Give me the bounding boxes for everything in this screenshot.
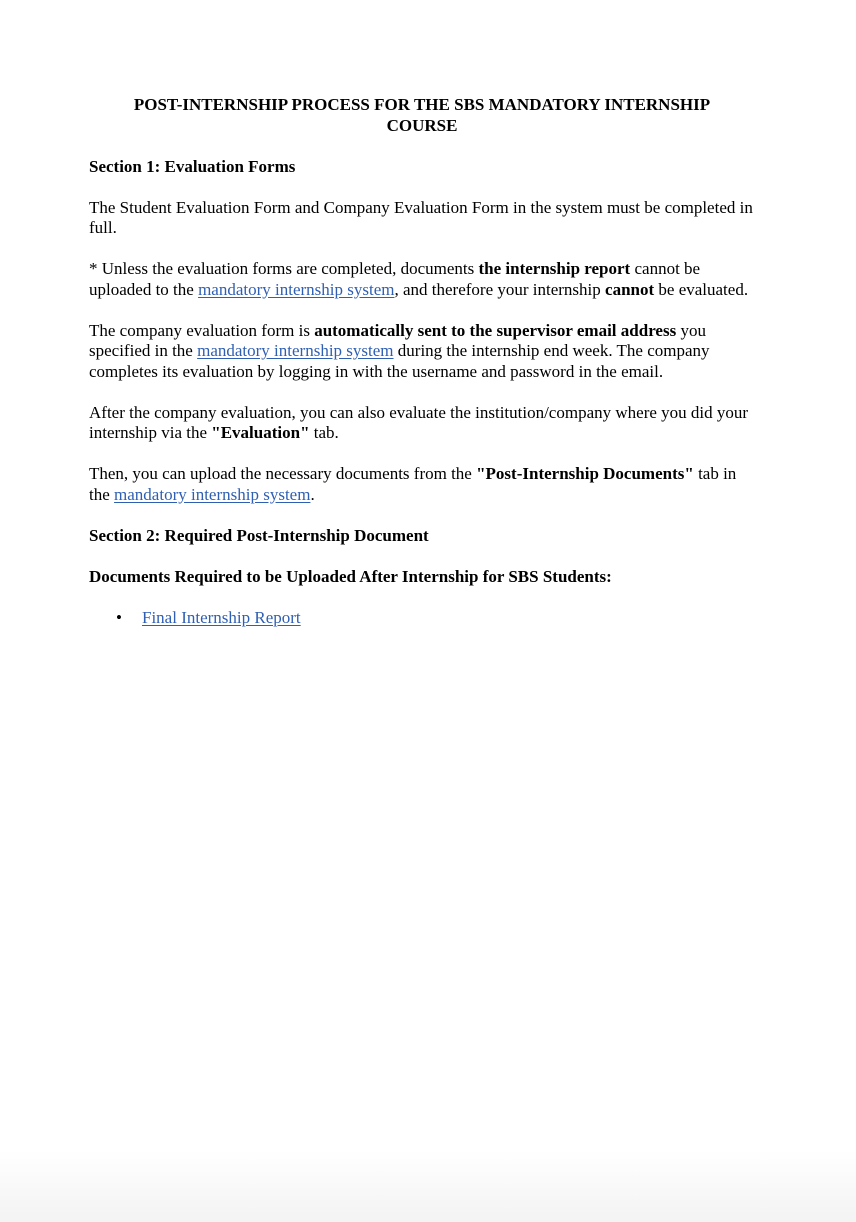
bold-text: the internship report: [478, 259, 631, 278]
document-title: POST-INTERNSHIP PROCESS FOR THE SBS MANDATORY INTERNSHIP COURSE: [133, 95, 711, 135]
mandatory-internship-system-link[interactable]: mandatory internship system: [197, 341, 394, 360]
text-span: during the internship end week. The company completes its evaluation by logging in with the username and password in the email.: [89, 341, 710, 381]
list-item: [89, 608, 755, 629]
section-2-heading: Section 2: Required Post-Internship Document: [89, 525, 429, 545]
text-span: The company evaluation form is: [89, 320, 315, 340]
text-span: tab in the: [89, 464, 737, 504]
text-span: After the company evaluation, you can also evaluate the institution/company where you did your internship via the: [89, 402, 749, 442]
text-span: .: [310, 484, 315, 504]
section-1-heading: Section 1: Evaluation Forms: [89, 156, 296, 176]
section-1-paragraph-1: The Student Evaluation Form and Company Evaluation Form in the system must be completed in full.: [89, 197, 753, 237]
mandatory-internship-system-link[interactable]: mandatory internship system: [198, 279, 395, 299]
text-span: Then, you can upload the necessary documents from the: [89, 464, 477, 483]
bullet-icon: •: [116, 607, 122, 627]
text-span: you specified in the: [89, 320, 706, 360]
section-1-paragraph-5: [89, 464, 755, 505]
section-1-paragraph-2: [89, 259, 755, 300]
text-span: be evaluated.: [654, 279, 749, 299]
bold-text: automatically sent to the supervisor email address: [314, 320, 677, 340]
bold-text: cannot: [605, 279, 655, 299]
section-1-paragraph-4: [89, 403, 755, 444]
mandatory-internship-system-link[interactable]: mandatory internship system: [114, 484, 311, 504]
text-span: cannot be uploaded to the: [89, 259, 701, 299]
required-documents-list: [89, 608, 755, 629]
final-internship-report-link[interactable]: Final Internship Report: [142, 607, 301, 627]
text-span: , and therefore your internship: [394, 279, 606, 299]
text-span: tab.: [309, 423, 339, 442]
section-2-subheading: Documents Required to be Uploaded After Internship for SBS Students:: [89, 566, 612, 586]
section-1-paragraph-3: [89, 321, 755, 383]
text-span: * Unless the evaluation forms are completed, documents: [89, 259, 479, 278]
bold-text: "Post-Internship Documents": [476, 464, 694, 483]
bold-text: "Evaluation": [211, 423, 310, 442]
document-body: [89, 95, 755, 628]
